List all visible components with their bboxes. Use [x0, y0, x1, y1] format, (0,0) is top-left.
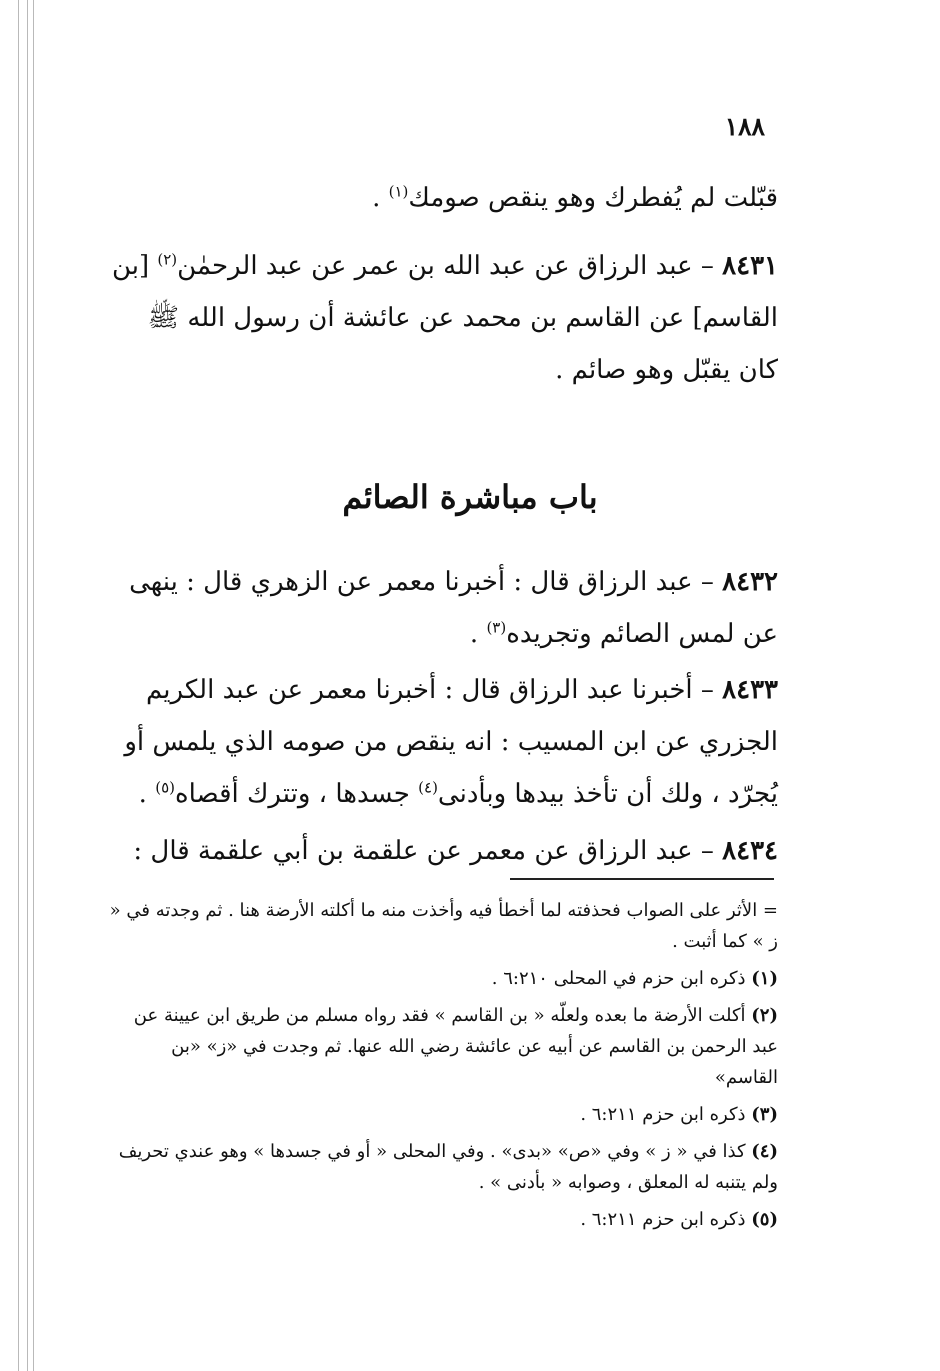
hadith-8434-text [108, 825, 778, 877]
hadith-body: – عبد الرزاق قال : أخبرنا معمر عن الزهري قال : ينهى عن لمس الصائم وتجريده [129, 567, 778, 649]
footnote-number: (٢) [751, 1005, 778, 1026]
footnote-text: ذكره ابن حزم ٦:٢١١ . [580, 1209, 752, 1230]
footnote-ref: (٣) [486, 618, 507, 637]
hadith-body: – عبد الرزاق عن معمر عن علقمة بن أبي علقمة قال : [133, 836, 723, 866]
hadith-8433 [108, 664, 778, 820]
binding-edge-line [18, 0, 19, 1371]
hadith-number: ٨٤٣٤ [722, 836, 778, 866]
continuation-body: قبّلت لم يُفطرك وهو ينقص صومك [408, 183, 778, 213]
footnote-ref: (٥) [155, 778, 175, 797]
footnote-1 [108, 963, 778, 994]
footnote-4 [108, 1136, 778, 1198]
continuation-paragraph [108, 172, 778, 224]
continuation-text [108, 172, 778, 224]
footnote-text: ذكره ابن حزم في المحلى ٦:٢١٠ . [491, 968, 752, 989]
hadith-number: ٨٤٣٣ [722, 675, 778, 705]
hadith-end: . [469, 619, 487, 649]
footnote-number: (٥) [751, 1209, 778, 1230]
footnote-carryover: = الأثر على الصواب فحذفته لما أخطأ فيه وأخذت منه ما أكلته الأرضة هنا . ثم وجدته في « ز » كما أثبت . [109, 900, 778, 952]
hadith-body: – أخبرنا عبد الرزاق قال : أخبرنا معمر عن عبد الكريم الجزري عن ابن المسيب : انه ينقص من صومه الذي يلمس أو يُجرّد ، ولك أن تأخذ بيدها وبأدنى [124, 675, 778, 809]
continuation-end: . [372, 183, 389, 213]
chapter-title: باب مباشرة الصائم [342, 478, 598, 516]
page-number: ١٨٨ [724, 112, 765, 141]
footnote-text: كذا في « ز » وفي «ص» «بدى» . وفي المحلى « أو في جسدها » وهو عندي تحريف ولم يتنبه له المعلق ، وصوابه « بأدنى » . [118, 1141, 778, 1193]
hadith-body-continued: جسدها ، وتترك أقصاه [174, 779, 419, 809]
footnote-2 [108, 1000, 778, 1093]
footnote-separator [510, 878, 774, 880]
hadith-body-continued: [بن القاسم] عن القاسم بن محمد عن عائشة أن رسول الله ﷺ كان يقبّل وهو صائم . [111, 251, 778, 385]
hadith-8432 [108, 556, 778, 660]
footnote-ref: (٤) [418, 778, 438, 797]
footnotes [108, 895, 778, 1241]
footnote-5 [108, 1204, 778, 1235]
hadith-8433-text [108, 664, 778, 820]
hadith-8431 [108, 240, 778, 396]
hadith-body: – عبد الرزاق عن عبد الله بن عمر عن عبد الرحمٰن [177, 251, 723, 281]
hadith-number: ٨٤٣١ [722, 251, 778, 281]
footnote-text: أكلت الأرضة ما بعده ولعلّه « بن القاسم » فقد رواه مسلم من طريق ابن عيينة عن عبد الرحمن بن القاسم عن أبيه عن عائشة رضي الله عنها. ثم وجدت في «ز» «بن القاسم» [133, 1005, 778, 1088]
footnote-text: ذكره ابن حزم ٦:٢١١ . [580, 1104, 752, 1125]
footnote-number: (١) [751, 968, 778, 989]
footnote-number: (٣) [751, 1104, 778, 1125]
hadith-8431-text [108, 240, 778, 396]
hadith-number: ٨٤٣٢ [722, 567, 778, 597]
footnote-number: (٤) [751, 1141, 778, 1162]
hadith-end: . [138, 779, 156, 809]
binding-edge-line [33, 0, 34, 1371]
footnote-3 [108, 1099, 778, 1130]
footnote-ref: (١) [388, 182, 409, 201]
hadith-8432-text [108, 556, 778, 660]
binding-edge-line [27, 0, 28, 1371]
footnote-ref: (٢) [157, 250, 178, 269]
hadith-8434 [108, 825, 778, 877]
